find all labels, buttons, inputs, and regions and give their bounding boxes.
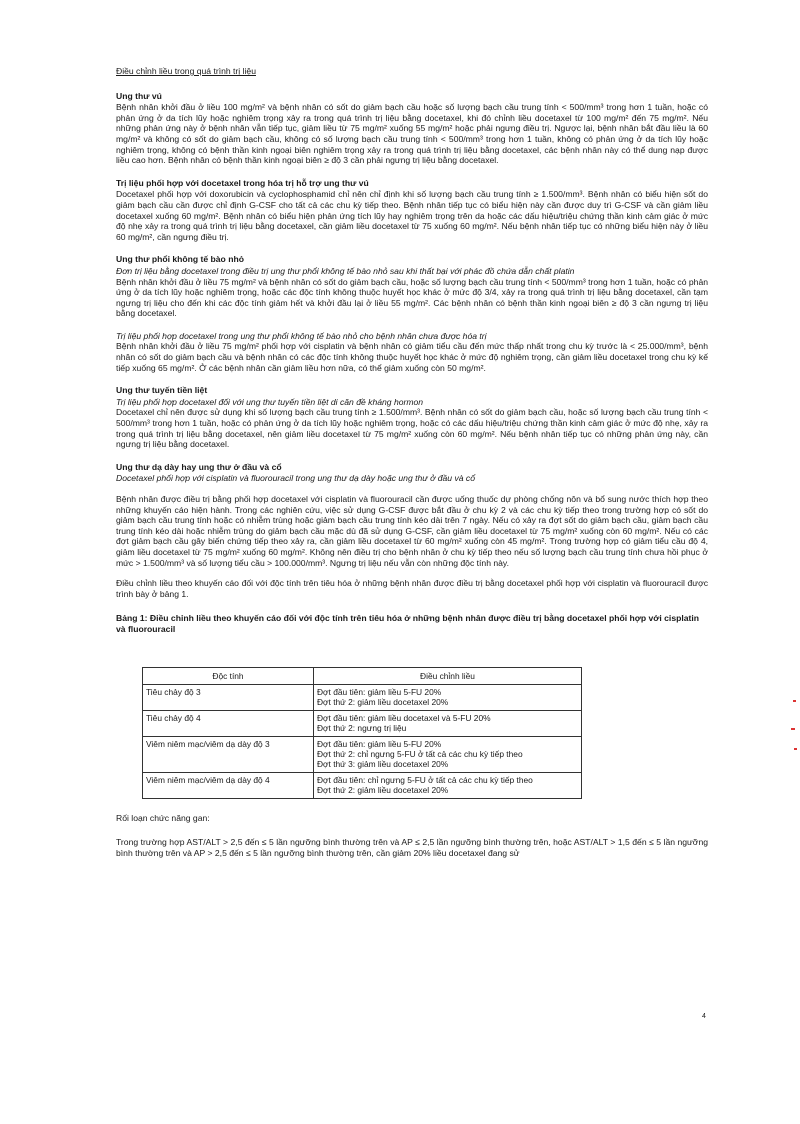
adjustment-line: Đợt đầu tiên: chỉ ngưng 5-FU ở tất cả các chu kỳ tiếp theo xyxy=(317,774,533,785)
section-subtitle: Đơn trị liệu bằng docetaxel trong điều trị ung thư phổi không tế bào nhỏ sau khi thất bại với phác đồ chứa dẫn chất platin xyxy=(116,265,575,276)
section-adjuvant-breast xyxy=(116,178,708,243)
section-prostate xyxy=(116,385,708,450)
document-page xyxy=(116,66,708,872)
section-heading: Ung thư tuyến tiền liệt xyxy=(116,385,208,396)
table-row xyxy=(143,710,582,736)
section-subtitle: Trị liệu phối hợp docetaxel đối với ung thư tuyến tiền liệt di căn đề kháng hormon xyxy=(116,396,424,407)
adjustment-line: Đợt thứ 2: giảm liều docetaxel 20% xyxy=(317,785,449,796)
adjustment-line: Đợt đầu tiên: giảm liều docetaxel và 5-FU 20% xyxy=(317,712,491,723)
table-header-row xyxy=(143,667,582,684)
adjustment-line: Đợt thứ 2: ngưng trị liệu xyxy=(317,723,407,734)
section-heading: Ung thư phổi không tế bào nhỏ xyxy=(116,254,244,265)
section-heading: Ung thư vú xyxy=(116,90,162,101)
table-cell-adjustment xyxy=(314,710,582,736)
section-breast-cancer xyxy=(116,91,708,166)
table-cell-toxicity: Tiêu chảy độ 3 xyxy=(143,684,314,710)
hepatic-heading: Rối loạn chức năng gan: xyxy=(116,812,210,823)
section-paragraph: Bệnh nhân được điều trị bằng phối hợp docetaxel với cisplatin và fluorouracil cần được uống thuốc dự phòng chống nôn và bổ sung nước thích hợp theo những khuyến cáo hiện hành. Trong các nghiên cứu, việc sử dụng G-CSF được bắt đầu ở chu kỳ 2 và các chu kỳ tiếp theo trong trường hợp có sốt do giảm bạch cầu trung tính hoặc có nhiễm trùng hoặc giảm bạch cầu trung tính kéo dài trên 7 ngày. Nếu có xảy ra đợt sốt do giảm bạch cầu, giảm bạch cầu trung tính kéo dài hoặc nhiễm trùng do giảm bạch cầu mặc dù đã sử dụng G-CSF, cần giảm liều docetaxel từ 75 mg/m² xuống còn 60 mg/m². Nếu có các đợt giảm bạch cầu gây biến chứng tiếp theo xảy ra, cần giảm liều docetaxel từ 60 mg/m² xuống còn 45 mg/m². Trong trường hợp có giảm tiểu cầu độ 4, giảm liều docetaxel từ 75 mg/m² xuống 60 mg/m². Không nên điều trị cho bệnh nhân ở chu kỳ tiếp theo nếu số lượng bạch cầu trung tính chưa hồi phục ở mức > 1.500/mm³ và số lượng tiểu cầu > 100.000/mm³. Ngưng trị liệu nếu vẫn còn những độc tính này. xyxy=(116,494,708,568)
section-heading: Trị liệu phối hợp với docetaxel trong hóa trị hỗ trợ ung thư vú xyxy=(116,177,369,188)
section-subtitle: Docetaxel phối hợp với cisplatin và fluorouracil trong ung thư dạ dày hoặc ung thư ở đầu và cổ xyxy=(116,473,475,484)
document-title: Điều chỉnh liều trong quá trình trị liệu xyxy=(116,66,256,76)
table-row xyxy=(143,772,582,798)
section-paragraph: Bệnh nhân khởi đầu ở liều 75 mg/m² phối hợp với cisplatin và bệnh nhân có giảm tiểu cầu đến mức thấp nhất trong chu kỳ trước là < 25.000/mm³, bệnh nhân có sốt do giảm bạch cầu và bệnh nhân có các độc tính không thuộc huyết học khác ở mức độ nghiêm trọng, cần giảm liều docetaxel trong chu kỳ kế tiếp xuống 65 mg/m². Ở các bệnh nhân cần giảm liều hơn nữa, có thể giảm xuống còn 50 mg/m². xyxy=(116,341,708,373)
table-cell-toxicity: Viêm niêm mạc/viêm dạ dày độ 3 xyxy=(143,736,314,772)
table-cell-adjustment xyxy=(314,772,582,798)
table-cell-toxicity: Tiêu chảy độ 4 xyxy=(143,710,314,736)
section-paragraph: Docetaxel phối hợp với doxorubicin và cyclophosphamid chỉ nên chỉ định khi số lượng bạch cầu trung tính ≥ 1.500/mm³. Bệnh nhân có biểu hiện sốt do giảm bạch cầu cần được chỉ định G-CSF cho tất cả các chu kỳ tiếp theo. Bệnh nhân tiếp tục có biểu hiện này cần được duy trì G-CSF và cần giảm liều docetaxel xuống 60 mg/m². Bệnh nhân có biểu hiện phản ứng tích lũy hay nghiêm trọng trên da hoặc các dấu hiệu/triệu chứng thần kinh cảm giác ở mức độ nhẹ xảy ra trong quá trình trị liệu bằng docetaxel, cần giảm liều docetaxel từ 75 xuống 60 mg/m². Nếu bệnh nhân tiếp tục có những biểu hiện này ở liều 60 mg/m², cần ngưng điều trị. xyxy=(116,189,708,242)
hepatic-impairment-section xyxy=(116,813,708,859)
table-title: Bảng 1: Điều chỉnh liều theo khuyến cáo đối với độc tính trên tiêu hóa ở những bệnh nhân được điều trị bằng docetaxel phối hợp với cisplatin và fluorouracil xyxy=(116,613,700,634)
adjustment-line: Đợt thứ 2: giảm liều docetaxel 20% xyxy=(317,697,449,708)
table-header-cell: Điều chỉnh liều xyxy=(314,667,582,684)
table-header-cell: Độc tính xyxy=(143,667,314,684)
section-heading: Ung thư dạ dày hay ung thư ở đầu và cổ xyxy=(116,461,282,472)
section-nsclc xyxy=(116,254,708,319)
section-paragraph: Điều chỉnh liều theo khuyến cáo đối với độc tính trên tiêu hóa ở những bệnh nhân được điều trị bằng docetaxel phối hợp với cisplatin và fluorouracil được trình bày ở bảng 1. xyxy=(116,578,708,599)
table-cell-toxicity: Viêm niêm mạc/viêm dạ dày độ 4 xyxy=(143,772,314,798)
hepatic-paragraph: Trong trường hợp AST/ALT > 2,5 đến ≤ 5 lần ngưỡng bình thường trên và AP ≤ 2,5 lần ngưỡng bình thường trên, hoặc AST/ALT > 1,5 đến ≤ 5 lần ngưỡng bình thường trên và AP > 2,5 đến ≤ 5 lần ngưỡng bình thường trên, cần giảm 20% liều docetaxel đang sử xyxy=(116,837,708,858)
section-subtitle: Trị liệu phối hợp docetaxel trong ung thư phổi không tế bào nhỏ cho bệnh nhân chưa được hóa trị xyxy=(116,330,487,341)
dose-adjustment-table xyxy=(142,667,582,799)
section-paragraph: Bệnh nhân khởi đầu ở liều 75 mg/m² và bệnh nhân có sốt do giảm bạch cầu, hoặc số lượng bạch cầu trung tính < 500/mm³ trong hơn 1 tuần, hoặc có phản ứng ở da tích lũy hoặc nghiêm trọng, hoặc các độc tính không thuộc huyết học khác ở mức độ 3/4, xảy ra trong quá trình trị liệu bằng docetaxel, cần tạm ngưng trị liệu cho đến khi các độc tính giảm hết và khởi đầu lại ở liều 55 mg/m². Các bệnh nhân có bệnh thần kinh ngoại biên ≥ độ 3 cần ngưng trị liệu bằng docetaxel. xyxy=(116,276,708,319)
margin-mark xyxy=(791,728,795,730)
margin-mark xyxy=(794,748,797,750)
section-paragraph: Bệnh nhân khởi đầu ở liều 100 mg/m² và bệnh nhân có sốt do giảm bạch cầu hoặc số lượng bạch cầu trung tính < 500/mm³ trong hơn 1 tuần, hoặc có phản ứng ở da tích lũy hoặc nghiêm trọng xảy ra trong quá trình trị liệu bằng docetaxel, khi đó chỉnh liều docetaxel từ 100 mg/m² đến 75 mg/m². Nếu những phản ứng này ở bệnh nhân vẫn tiếp tục, giảm liều từ 75 mg/m² xuống 55 mg/m² hoặc phải ngưng điều trị. Ngược lại, bệnh nhân bắt đầu liều là 60 mg/m² và không có sốt do giảm bạch cầu, không có số lượng bạch cầu trung tính < 500/mm³ trong hơn 1 tuần, không có phản ứng ở da tích lũy hoặc nghiêm trọng, không có bệnh thần kinh ngoại biên nghiêm trọng xảy ra trong quá trình trị liệu bằng docetaxel, các bệnh nhân này có thể dung nạp được liều cao hơn. Bệnh nhân có bệnh thần kinh ngoại biên ≥ độ 3 cần phải ngưng trị liệu bằng docetaxel. xyxy=(116,102,708,166)
margin-mark xyxy=(793,700,796,702)
adjustment-line: Đợt thứ 3: giảm liều docetaxel 20% xyxy=(317,759,449,770)
table-row xyxy=(143,684,582,710)
table-row xyxy=(143,736,582,772)
table-cell-adjustment xyxy=(314,684,582,710)
section-paragraph: Docetaxel chỉ nên được sử dụng khi số lượng bạch cầu trung tính ≥ 1.500/mm³. Bệnh nhân có sốt do giảm bạch cầu, hoặc số lượng bạch cầu trung tính < 500/mm³ trong hơn 1 tuần, hoặc có phản ứng ở da tích lũy hoặc nghiêm trọng, hoặc có các dấu hiệu/triệu chứng thần kinh cảm giác ở mức độ nhẹ, xảy ra trong quá trình trị liệu bằng docetaxel, nên giảm liều docetaxel từ 75 mg/m² xuống còn 60 mg/m². Nếu bệnh nhân tiếp tục có những phản ứng này, cần ngưng trị liệu bằng docetaxel. xyxy=(116,407,708,450)
table-cell-adjustment xyxy=(314,736,582,772)
page-number: 4 xyxy=(702,1013,706,1020)
section-gastric-head-neck xyxy=(116,462,708,600)
adjustment-line: Đợt đầu tiên: giảm liều 5-FU 20% xyxy=(317,738,442,749)
section-nsclc-combination xyxy=(116,331,708,373)
adjustment-line: Đợt thứ 2: chỉ ngưng 5-FU ở tất cả các chu kỳ tiếp theo xyxy=(317,748,523,759)
adjustment-line: Đợt đầu tiên: giảm liều 5-FU 20% xyxy=(317,686,442,697)
